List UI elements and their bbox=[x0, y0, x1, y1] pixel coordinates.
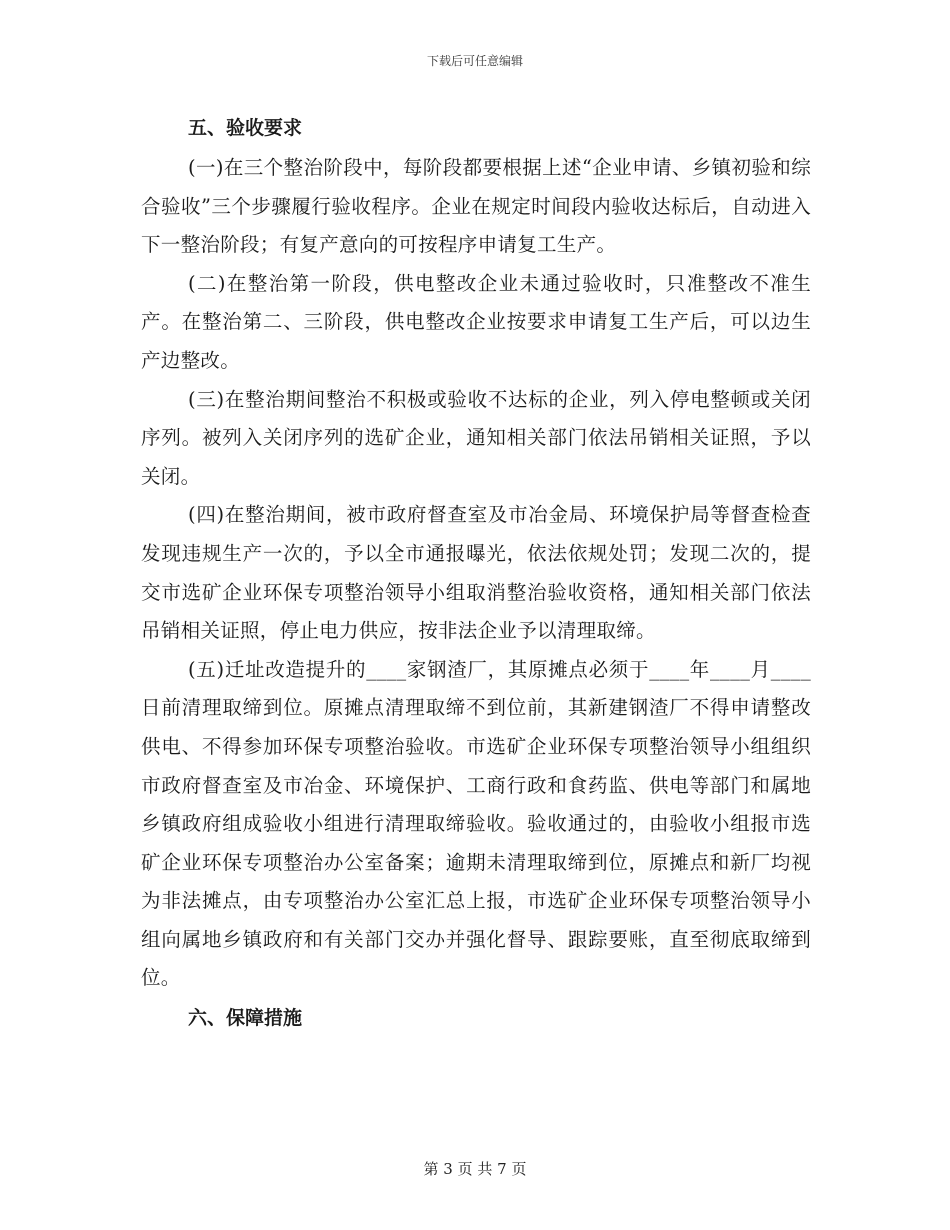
paragraph-acceptance-1: (一)在三个整治阶段中，每阶段都要根据上述“企业申请、乡镇初验和综合验收”三个步骤履行验收程序。企业在规定时间段内验收达标后，自动进入下一整治阶段；有复产意向的可按程序申请复工生产。 bbox=[141, 156, 811, 257]
paragraph-acceptance-4: (四)在整治期间，被市政府督查室及市冶金局、环境保护局等督查检查发现违规生产一次的，予以全市通报曝光，依法依规处罚；发现二次的，提交市选矿企业环保专项整治领导小组取消整治验收资格，通知相关部门依法吊销相关证照，停止电力供应，按非法企业予以清理取缔。 bbox=[141, 503, 811, 643]
paragraph-acceptance-3: (三)在整治期间整治不积极或验收不达标的企业，列入停电整顿或关闭序列。被列入关闭序列的选矿企业，通知相关部门依法吊销相关证照，予以关闭。 bbox=[141, 387, 811, 488]
paragraph-acceptance-5: (五)迁址改造提升的____家钢渣厂，其原摊点必须于____年____月____日前清理取缔到位。原摊点清理取缔不到位前，其新建钢渣厂不得申请整改供电、不得参加环保专项整治验收。市选矿企业环保专项整治领导小组组织市政府督查室及市冶金、环境保护、工商行政和食药监、供电等部门和属地乡镇政府组成验收小组进行清理取缔验收。验收通过的，由验收小组报市选矿企业环保专项整治办公室备案；逾期未清理取缔到位，原摊点和新厂均视为非法摊点，由专项整治办公室汇总上报，市选矿企业环保专项整治领导小组向属地乡镇政府和有关部门交办并强化督导、跟踪要账，直至彻底取缔到位。 bbox=[141, 657, 811, 990]
document-body bbox=[141, 108, 811, 1039]
page-number-footer: 第 3 页 共 7 页 bbox=[423, 1160, 527, 1178]
header-note: 下载后可任意编辑 bbox=[426, 54, 523, 68]
section-heading-acceptance: 五、验收要求 bbox=[188, 117, 303, 139]
section-heading-safeguards: 六、保障措施 bbox=[188, 1007, 303, 1030]
paragraph-acceptance-2: (二)在整治第一阶段，供电整改企业未通过验收时，只准整改不准生产。在整治第二、三阶段，供电整改企业按要求申请复工生产后，可以边生产边整改。 bbox=[141, 271, 811, 372]
